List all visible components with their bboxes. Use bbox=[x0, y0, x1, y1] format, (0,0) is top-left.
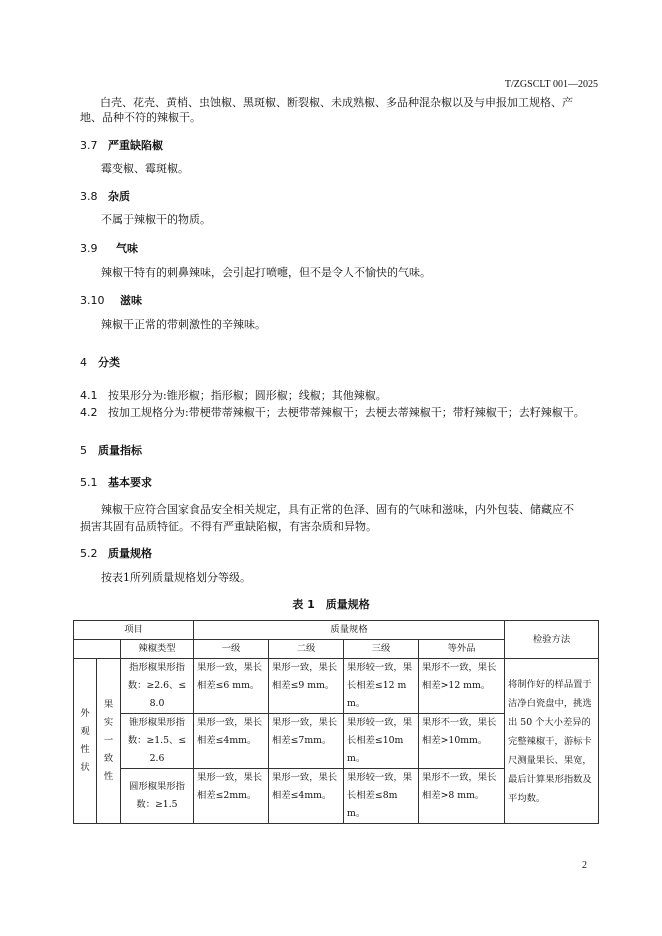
grade-3-cell: 果形较一致，果长相差≤8mm。 bbox=[344, 769, 419, 824]
item-number: 4.2 bbox=[80, 406, 98, 419]
section-number: 5.2 bbox=[80, 547, 98, 560]
section-3-7-body: 霉变椒、霉斑椒。 bbox=[101, 162, 189, 175]
section-3-9-body: 辣椒干特有的刺鼻辣味，会引起打喷嚏，但不是令人不愉快的气味。 bbox=[101, 266, 431, 279]
offgrade-cell: 果形不一致，果长相差>12 mm。 bbox=[419, 659, 505, 714]
section-5-1-line-2: 损害其固有品质特征。不得有严重缺陷椒，有害杂质和异物。 bbox=[80, 520, 377, 533]
quality-spec-table bbox=[73, 620, 599, 824]
offgrade-cell: 果形不一致，果长相差>10mm。 bbox=[419, 714, 505, 769]
section-title: 气味 bbox=[116, 242, 138, 255]
table-caption: 表 1 质量规格 bbox=[292, 598, 370, 611]
section-number: 3.10 bbox=[80, 294, 105, 307]
header-blank bbox=[74, 640, 121, 659]
standard-code: T/ZGSCLT 001—2025 bbox=[504, 79, 598, 90]
method-cell: 将制作好的样品置于洁净白瓷盘中，挑选出 50 个大小差异的完整辣椒干，游标卡尺测量果长、果宽，最后计算果形指数及平均数。 bbox=[505, 659, 599, 824]
section-number: 3.7 bbox=[80, 139, 98, 152]
item-number: 4.1 bbox=[80, 389, 98, 402]
header-offgrade: 等外品 bbox=[419, 640, 505, 659]
section-3-8-body: 不属于辣椒干的物质。 bbox=[101, 213, 211, 226]
section-number: 3.9 bbox=[80, 242, 98, 255]
grade-1-cell: 果形一致，果长相差≤6 mm。 bbox=[194, 659, 269, 714]
pepper-type-cell: 锥形椒果形指数：≥1.5、≤2.6 bbox=[121, 714, 194, 769]
intro-line-2: 地、品种不符的辣椒干。 bbox=[80, 111, 201, 124]
grade-2-cell: 果形一致，果长相差≤7mm。 bbox=[269, 714, 344, 769]
section-4-2 bbox=[80, 402, 585, 423]
page-number: 2 bbox=[582, 860, 587, 871]
pepper-type-cell: 圆形椒果形指数：≥1.5 bbox=[121, 769, 194, 824]
section-3-9-heading bbox=[80, 240, 138, 256]
header-item: 项目 bbox=[74, 621, 194, 640]
intro-line-1: 白壳、花壳、黄梢、虫蚀椒、黑斑椒、断裂椒、未成熟椒、多品种混杂椒以及与申报加工规格、产 bbox=[100, 96, 573, 109]
header-grade-3: 三级 bbox=[344, 640, 419, 659]
section-number: 3.8 bbox=[80, 190, 98, 203]
section-3-8-heading bbox=[80, 188, 130, 204]
section-5-2-body: 按表1所列质量规格划分等级。 bbox=[101, 571, 251, 584]
section-5-2-heading bbox=[80, 545, 152, 561]
item-text: 按加工规格分为:带梗带蒂辣椒干；去梗带蒂辣椒干；去梗去蒂辣椒干；带籽辣椒干；去籽辣椒干。 bbox=[108, 406, 585, 419]
sub-label-consistency: 果实一致性 bbox=[97, 659, 121, 824]
grade-2-cell: 果形一致，果长相差≤4mm。 bbox=[269, 769, 344, 824]
header-pepper-type: 辣椒类型 bbox=[121, 640, 194, 659]
header-method: 检验方法 bbox=[505, 621, 599, 659]
section-number: 5 bbox=[80, 444, 87, 457]
grade-3-cell: 果形较一致，果长相差≤10mm。 bbox=[344, 714, 419, 769]
section-4-heading bbox=[80, 354, 120, 370]
grade-2-cell: 果形一致，果长相差≤9 mm。 bbox=[269, 659, 344, 714]
section-title: 质量指标 bbox=[98, 444, 142, 457]
section-5-1-heading bbox=[80, 474, 152, 490]
section-title: 滋味 bbox=[120, 294, 142, 307]
section-number: 4 bbox=[80, 356, 87, 369]
grade-3-cell: 果形较一致，果长相差≤12 mm。 bbox=[344, 659, 419, 714]
section-title: 质量规格 bbox=[108, 547, 152, 560]
header-grade-1: 一级 bbox=[194, 640, 269, 659]
section-3-10-heading bbox=[80, 292, 142, 308]
group-label-appearance: 外观性状 bbox=[74, 659, 97, 824]
offgrade-cell: 果形不一致，果长相差>8 mm。 bbox=[419, 769, 505, 824]
section-5-heading bbox=[80, 442, 142, 458]
section-title: 基本要求 bbox=[108, 476, 152, 489]
header-quality: 质量规格 bbox=[194, 621, 505, 640]
pepper-type-cell: 指形椒果形指数：≥2.6、≤8.0 bbox=[121, 659, 194, 714]
section-title: 分类 bbox=[98, 356, 120, 369]
table-row bbox=[74, 659, 599, 714]
section-number: 5.1 bbox=[80, 476, 98, 489]
item-text: 按果形分为:锥形椒；指形椒；圆形椒；线椒；其他辣椒。 bbox=[108, 389, 387, 402]
section-title: 杂质 bbox=[108, 190, 130, 203]
grade-1-cell: 果形一致，果长相差≤2mm。 bbox=[194, 769, 269, 824]
header-grade-2: 二级 bbox=[269, 640, 344, 659]
grade-1-cell: 果形一致，果长相差≤4mm。 bbox=[194, 714, 269, 769]
section-5-1-line-1: 辣椒干应符合国家食品安全相关规定，具有正常的色泽、固有的气味和滋味，内外包装、储藏应不 bbox=[101, 503, 574, 516]
section-title: 严重缺陷椒 bbox=[108, 139, 163, 152]
section-3-10-body: 辣椒干正常的带刺激性的辛辣味。 bbox=[101, 318, 266, 331]
section-3-7-heading bbox=[80, 137, 163, 153]
